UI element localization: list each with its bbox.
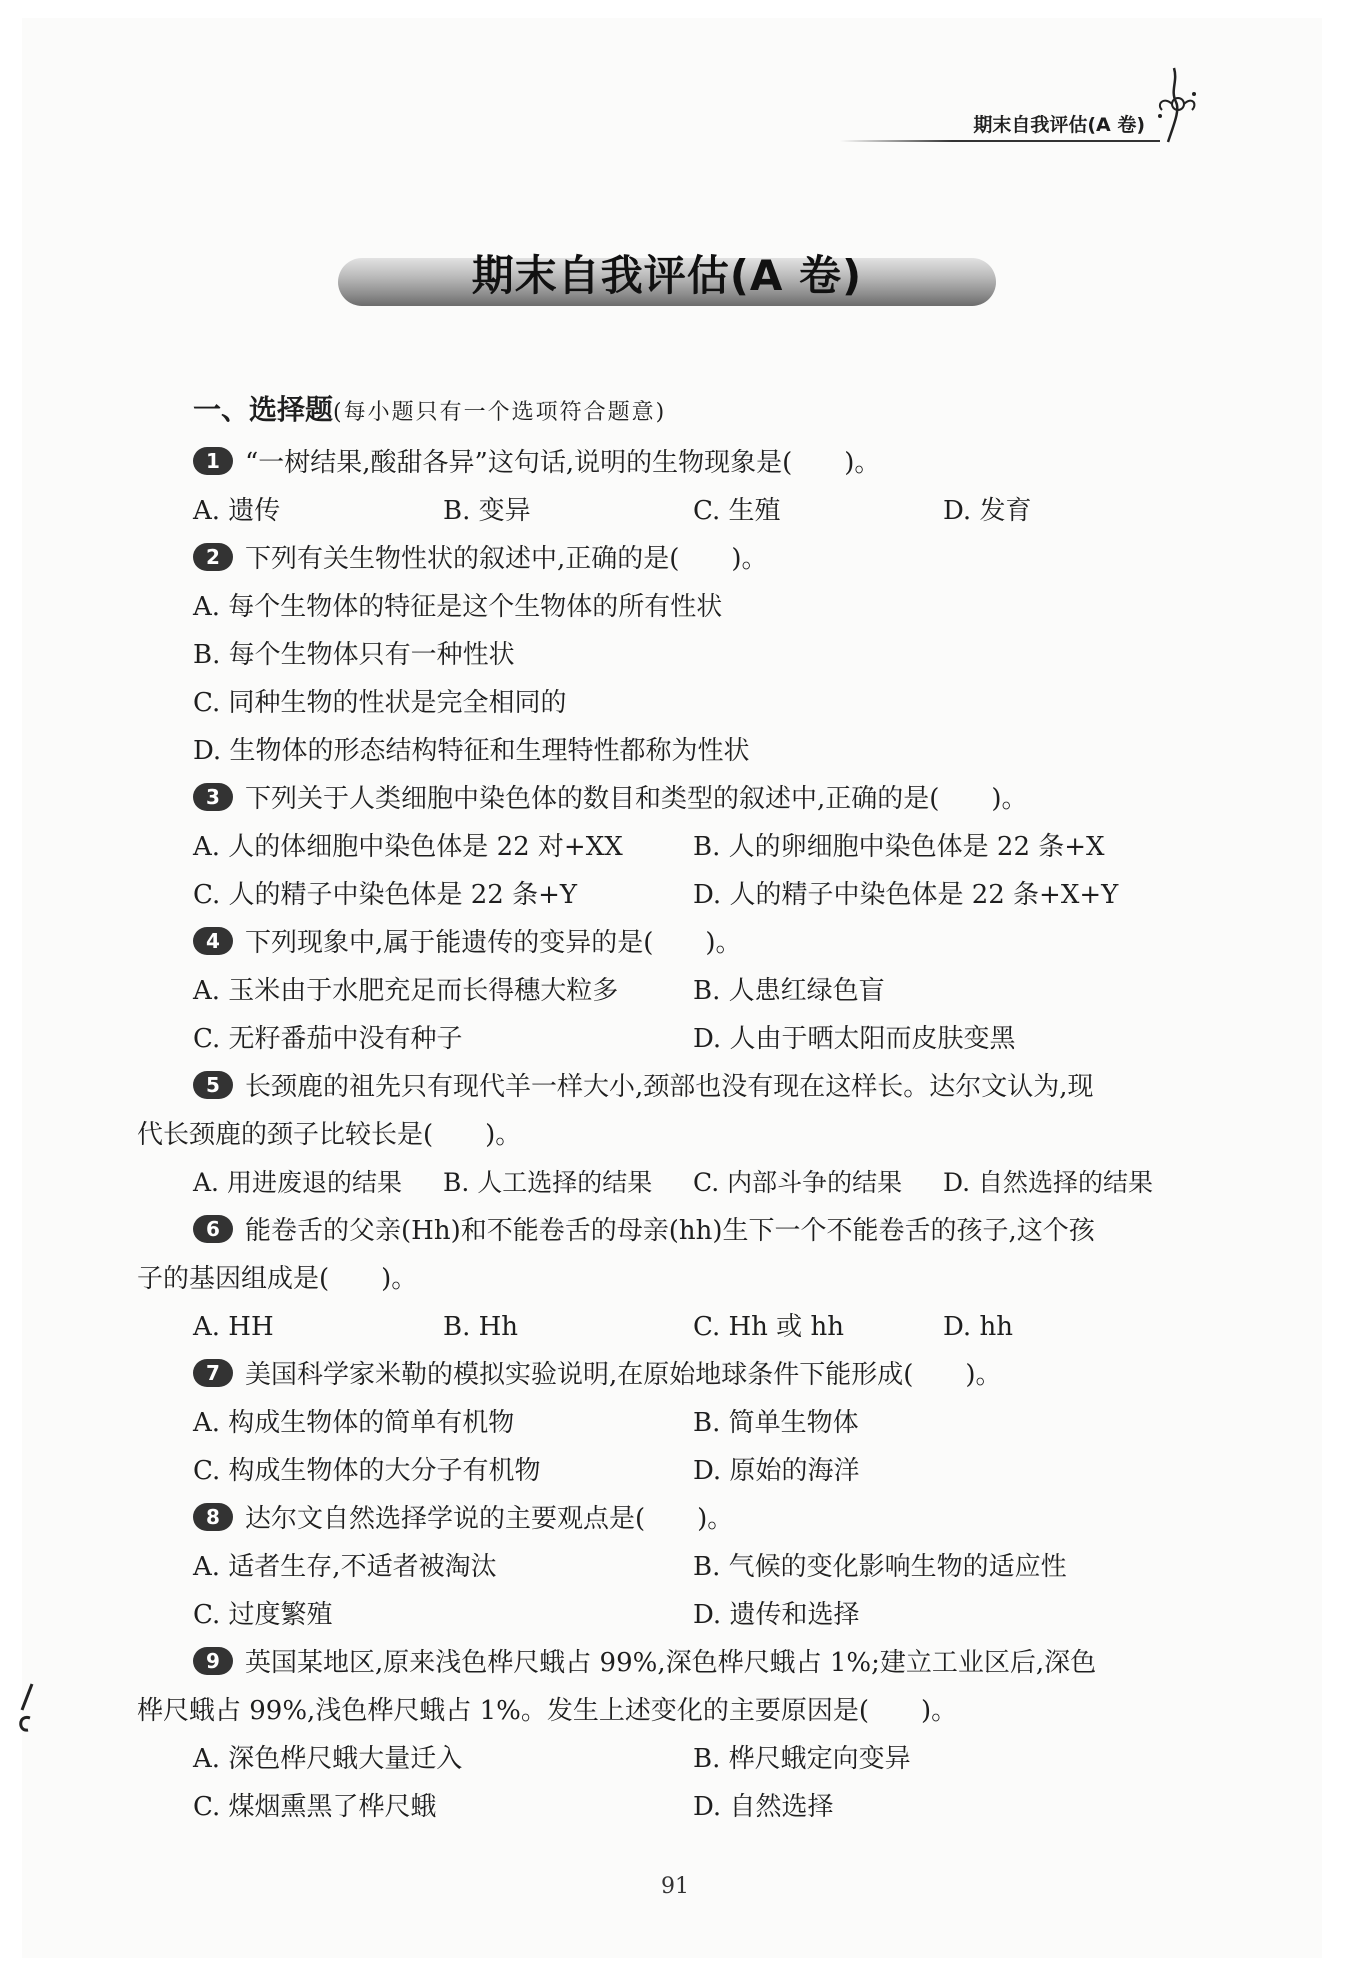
options-row	[193, 1786, 1193, 1828]
question-stem-continued: 子的基因组成是( )。	[137, 1264, 418, 1294]
option: B. 桦尺蛾定向变异	[693, 1744, 911, 1774]
question-stem: 美国科学家米勒的模拟实验说明,在原始地球条件下能形成( )。	[245, 1360, 1002, 1390]
option: A. 适者生存,不适者被淘汰	[193, 1552, 497, 1582]
question-number-badge: 3	[193, 783, 233, 811]
option: D. 发育	[943, 496, 1032, 526]
option: B. 人工选择的结果	[443, 1168, 653, 1197]
question-stem: “一树结果,酸甜各异”这句话,说明的生物现象是( )。	[245, 448, 881, 478]
option: A. 深色桦尺蛾大量迁入	[193, 1744, 463, 1774]
option: D. hh	[943, 1312, 1013, 1342]
option: A. 玉米由于水肥充足而长得穗大粒多	[193, 976, 619, 1006]
option: D. 生物体的形态结构特征和生理特性都称为性状	[193, 736, 750, 766]
options-row	[193, 1306, 1193, 1348]
question-number-badge: 1	[193, 447, 233, 475]
option: B. 变异	[443, 496, 531, 526]
option: B. 人患红绿色盲	[693, 976, 885, 1006]
option: C. 同种生物的性状是完全相同的	[193, 688, 567, 718]
options-row	[193, 490, 1193, 532]
options-row	[193, 1450, 1193, 1492]
question-stem-continued: 代长颈鹿的颈子比较长是( )。	[137, 1120, 522, 1150]
question-5	[193, 1066, 1094, 1108]
option: D. 人由于晒太阳而皮肤变黑	[693, 1024, 1016, 1054]
section-title: 一、选择题	[193, 393, 334, 426]
section-note: (每小题只有一个选项符合题意)	[333, 400, 667, 425]
option: A. HH	[193, 1312, 274, 1342]
question-stem-continued: 桦尺蛾占 99%,浅色桦尺蛾占 1%。发生上述变化的主要原因是( )。	[137, 1696, 958, 1726]
question-stem: 能卷舌的父亲(Hh)和不能卷舌的母亲(hh)生下一个不能卷舌的孩子,这个孩	[245, 1216, 1095, 1246]
option: B. 简单生物体	[693, 1408, 859, 1438]
header-rule	[840, 140, 1160, 142]
option: B. 人的卵细胞中染色体是 22 条+X	[693, 832, 1105, 862]
option: A. 遗传	[193, 496, 281, 526]
options-row	[193, 1738, 1193, 1780]
option: B. 气候的变化影响生物的适应性	[693, 1552, 1067, 1582]
question-stem: 达尔文自然选择学说的主要观点是( )。	[245, 1504, 734, 1534]
option: D. 自然选择	[693, 1792, 834, 1822]
option: A. 用进废退的结果	[193, 1168, 402, 1197]
options-row	[193, 1594, 1193, 1636]
option: A. 每个生物体的特征是这个生物体的所有性状	[193, 592, 723, 622]
question-number-badge: 2	[193, 543, 233, 571]
option: D. 自然选择的结果	[943, 1168, 1154, 1197]
question-7	[193, 1354, 1002, 1396]
running-header-title: 期末自我评估(A 卷)	[973, 114, 1145, 136]
options-row	[193, 1402, 1193, 1444]
option: C. 生殖	[693, 496, 781, 526]
flower-ornament-icon	[1148, 64, 1204, 146]
option: C. Hh 或 hh	[693, 1312, 844, 1342]
question-3	[193, 778, 1028, 820]
question-number-badge: 8	[193, 1503, 233, 1531]
question-stem: 长颈鹿的祖先只有现代羊一样大小,颈部也没有现在这样长。达尔文认为,现	[245, 1072, 1094, 1102]
options-row	[193, 970, 1193, 1012]
question-8	[193, 1498, 733, 1540]
option: A. 人的体细胞中染色体是 22 对+XX	[193, 832, 623, 862]
options-row	[193, 1546, 1193, 1588]
option: C. 无籽番茄中没有种子	[193, 1024, 463, 1054]
option: D. 原始的海洋	[693, 1456, 860, 1486]
option: C. 人的精子中染色体是 22 条+Y	[193, 880, 578, 910]
option: B. 每个生物体只有一种性状	[193, 640, 515, 670]
question-number-badge: 5	[193, 1071, 233, 1099]
question-number-badge: 9	[193, 1647, 233, 1675]
option: C. 煤烟熏黑了桦尺蛾	[193, 1792, 437, 1822]
question-stem: 下列关于人类细胞中染色体的数目和类型的叙述中,正确的是( )。	[245, 784, 1028, 814]
option: A. 构成生物体的简单有机物	[193, 1408, 515, 1438]
page-title: 期末自我评估(A 卷)	[471, 251, 863, 300]
options-row	[193, 1162, 1193, 1204]
options-row	[193, 1018, 1193, 1060]
options-row	[193, 874, 1193, 916]
option: C. 构成生物体的大分子有机物	[193, 1456, 541, 1486]
options-row	[193, 826, 1193, 868]
page-number: 91	[661, 1874, 689, 1899]
question-6	[193, 1210, 1095, 1252]
question-stem: 下列有关生物性状的叙述中,正确的是( )。	[245, 544, 768, 574]
question-number-badge: 7	[193, 1359, 233, 1387]
question-stem: 英国某地区,原来浅色桦尺蛾占 99%,深色桦尺蛾占 1%;建立工业区后,深色	[245, 1648, 1097, 1678]
option: C. 过度繁殖	[193, 1600, 333, 1630]
question-number-badge: 6	[193, 1215, 233, 1243]
option: B. Hh	[443, 1312, 519, 1342]
option: C. 内部斗争的结果	[693, 1168, 903, 1197]
option: D. 人的精子中染色体是 22 条+X+Y	[693, 880, 1119, 910]
question-stem: 下列现象中,属于能遗传的变异的是( )。	[245, 928, 742, 958]
option: D. 遗传和选择	[693, 1600, 860, 1630]
section-heading	[193, 390, 666, 430]
question-4	[193, 922, 742, 964]
question-1	[193, 442, 880, 484]
margin-pen-mark	[10, 1680, 40, 1740]
question-number-badge: 4	[193, 927, 233, 955]
question-9	[193, 1642, 1096, 1684]
question-2	[193, 538, 768, 580]
